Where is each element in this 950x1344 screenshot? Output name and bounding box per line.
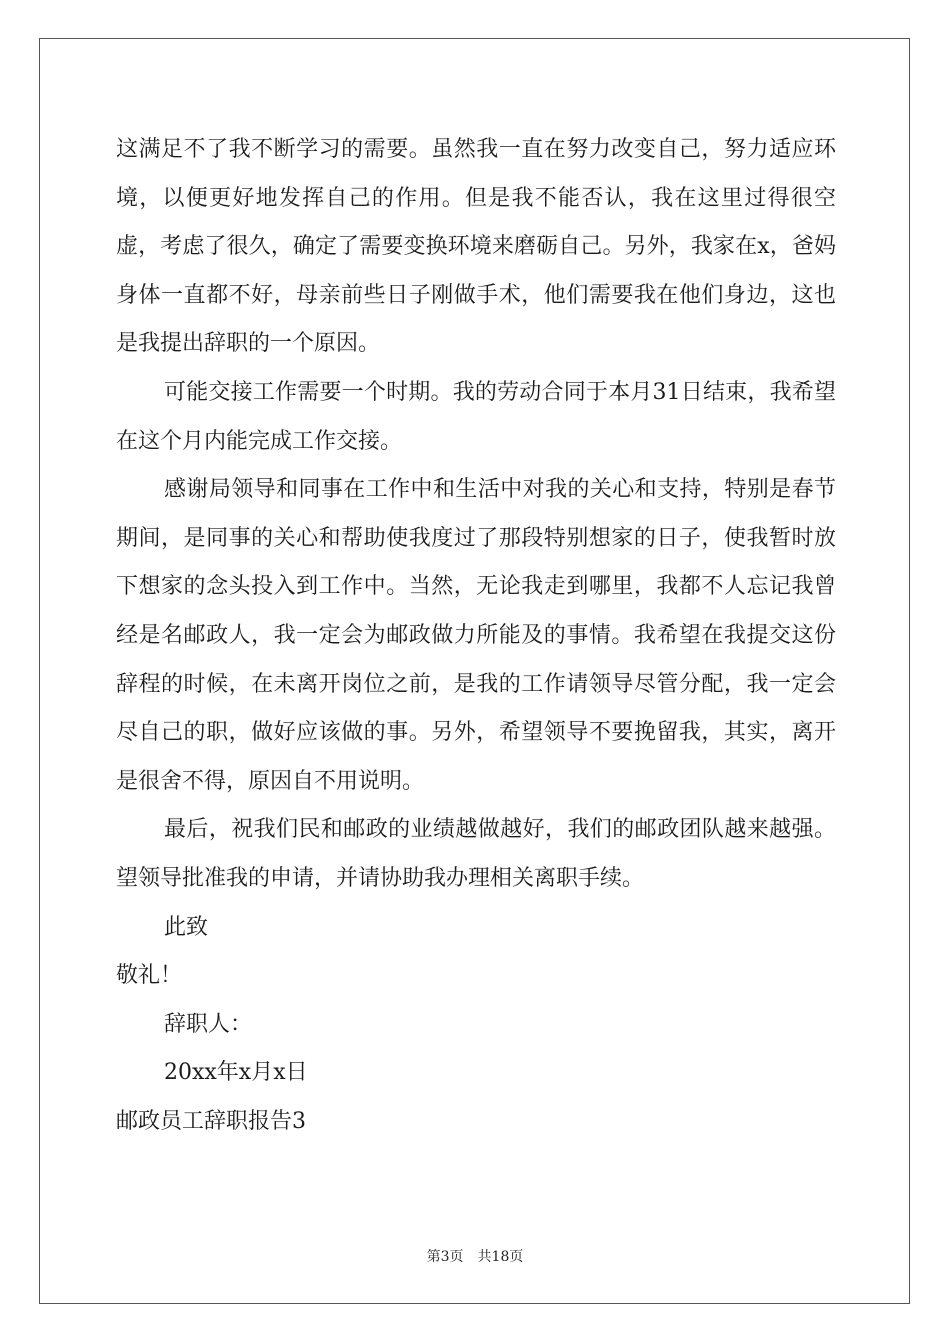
paragraph-closing-wish: 最后，祝我们民和邮政的业绩越做越好，我们的邮政团队越来越强。望领导批准我的申请，并请协助我办理相关离职手续。	[116, 817, 836, 891]
document-body	[116, 126, 836, 1146]
page-total: 共18页	[477, 1249, 524, 1265]
closing-phrase: 此致	[164, 914, 209, 940]
page-number: 第3页	[426, 1249, 464, 1265]
paragraph-handover: 可能交接工作需要一个时期。我的劳动合同于本月31日结束，我希望在这个月内能完成工作交接。	[116, 379, 836, 454]
page-footer	[0, 1248, 950, 1266]
salutation: 敬礼！	[116, 963, 183, 989]
paragraph-thanks: 感谢局领导和同事在工作中和生活中对我的关心和支持，特别是春节期间，是同事的关心和帮助使我度过了那段特别想家的日子，使我暂时放下想家的念头投入到工作中。当然，无论我走到哪里，我都不人忘记我曾经是名邮政人，我一定会为邮政做力所能及的事情。我希望在我提交这份辞程的时候，在未离开岗位之前，是我的工作请领导尽管分配，我一定会尽自己的职，做好应该做的事。另外，希望领导不要挽留我，其实，离开是很舍不得，原因自不用说明。	[116, 477, 836, 794]
letter-date: 20xx年x月x日	[164, 1060, 308, 1086]
signer-label: 辞职人：	[164, 1011, 253, 1037]
paragraph-continuation: 这满足不了我不断学习的需要。虽然我一直在努力改变自己，努力适应环境，以便更好地发挥自己的作用。但是我不能否认，我在这里过得很空虚，考虑了很久，确定了需要变换环境来磨砺自己。另外，我家在x，爸妈身体一直都不好，母亲前些日子刚做手术，他们需要我在他们身边，这也是我提出辞职的一个原因。	[116, 137, 836, 357]
next-section-title: 邮政员工辞职报告3	[116, 1108, 306, 1134]
